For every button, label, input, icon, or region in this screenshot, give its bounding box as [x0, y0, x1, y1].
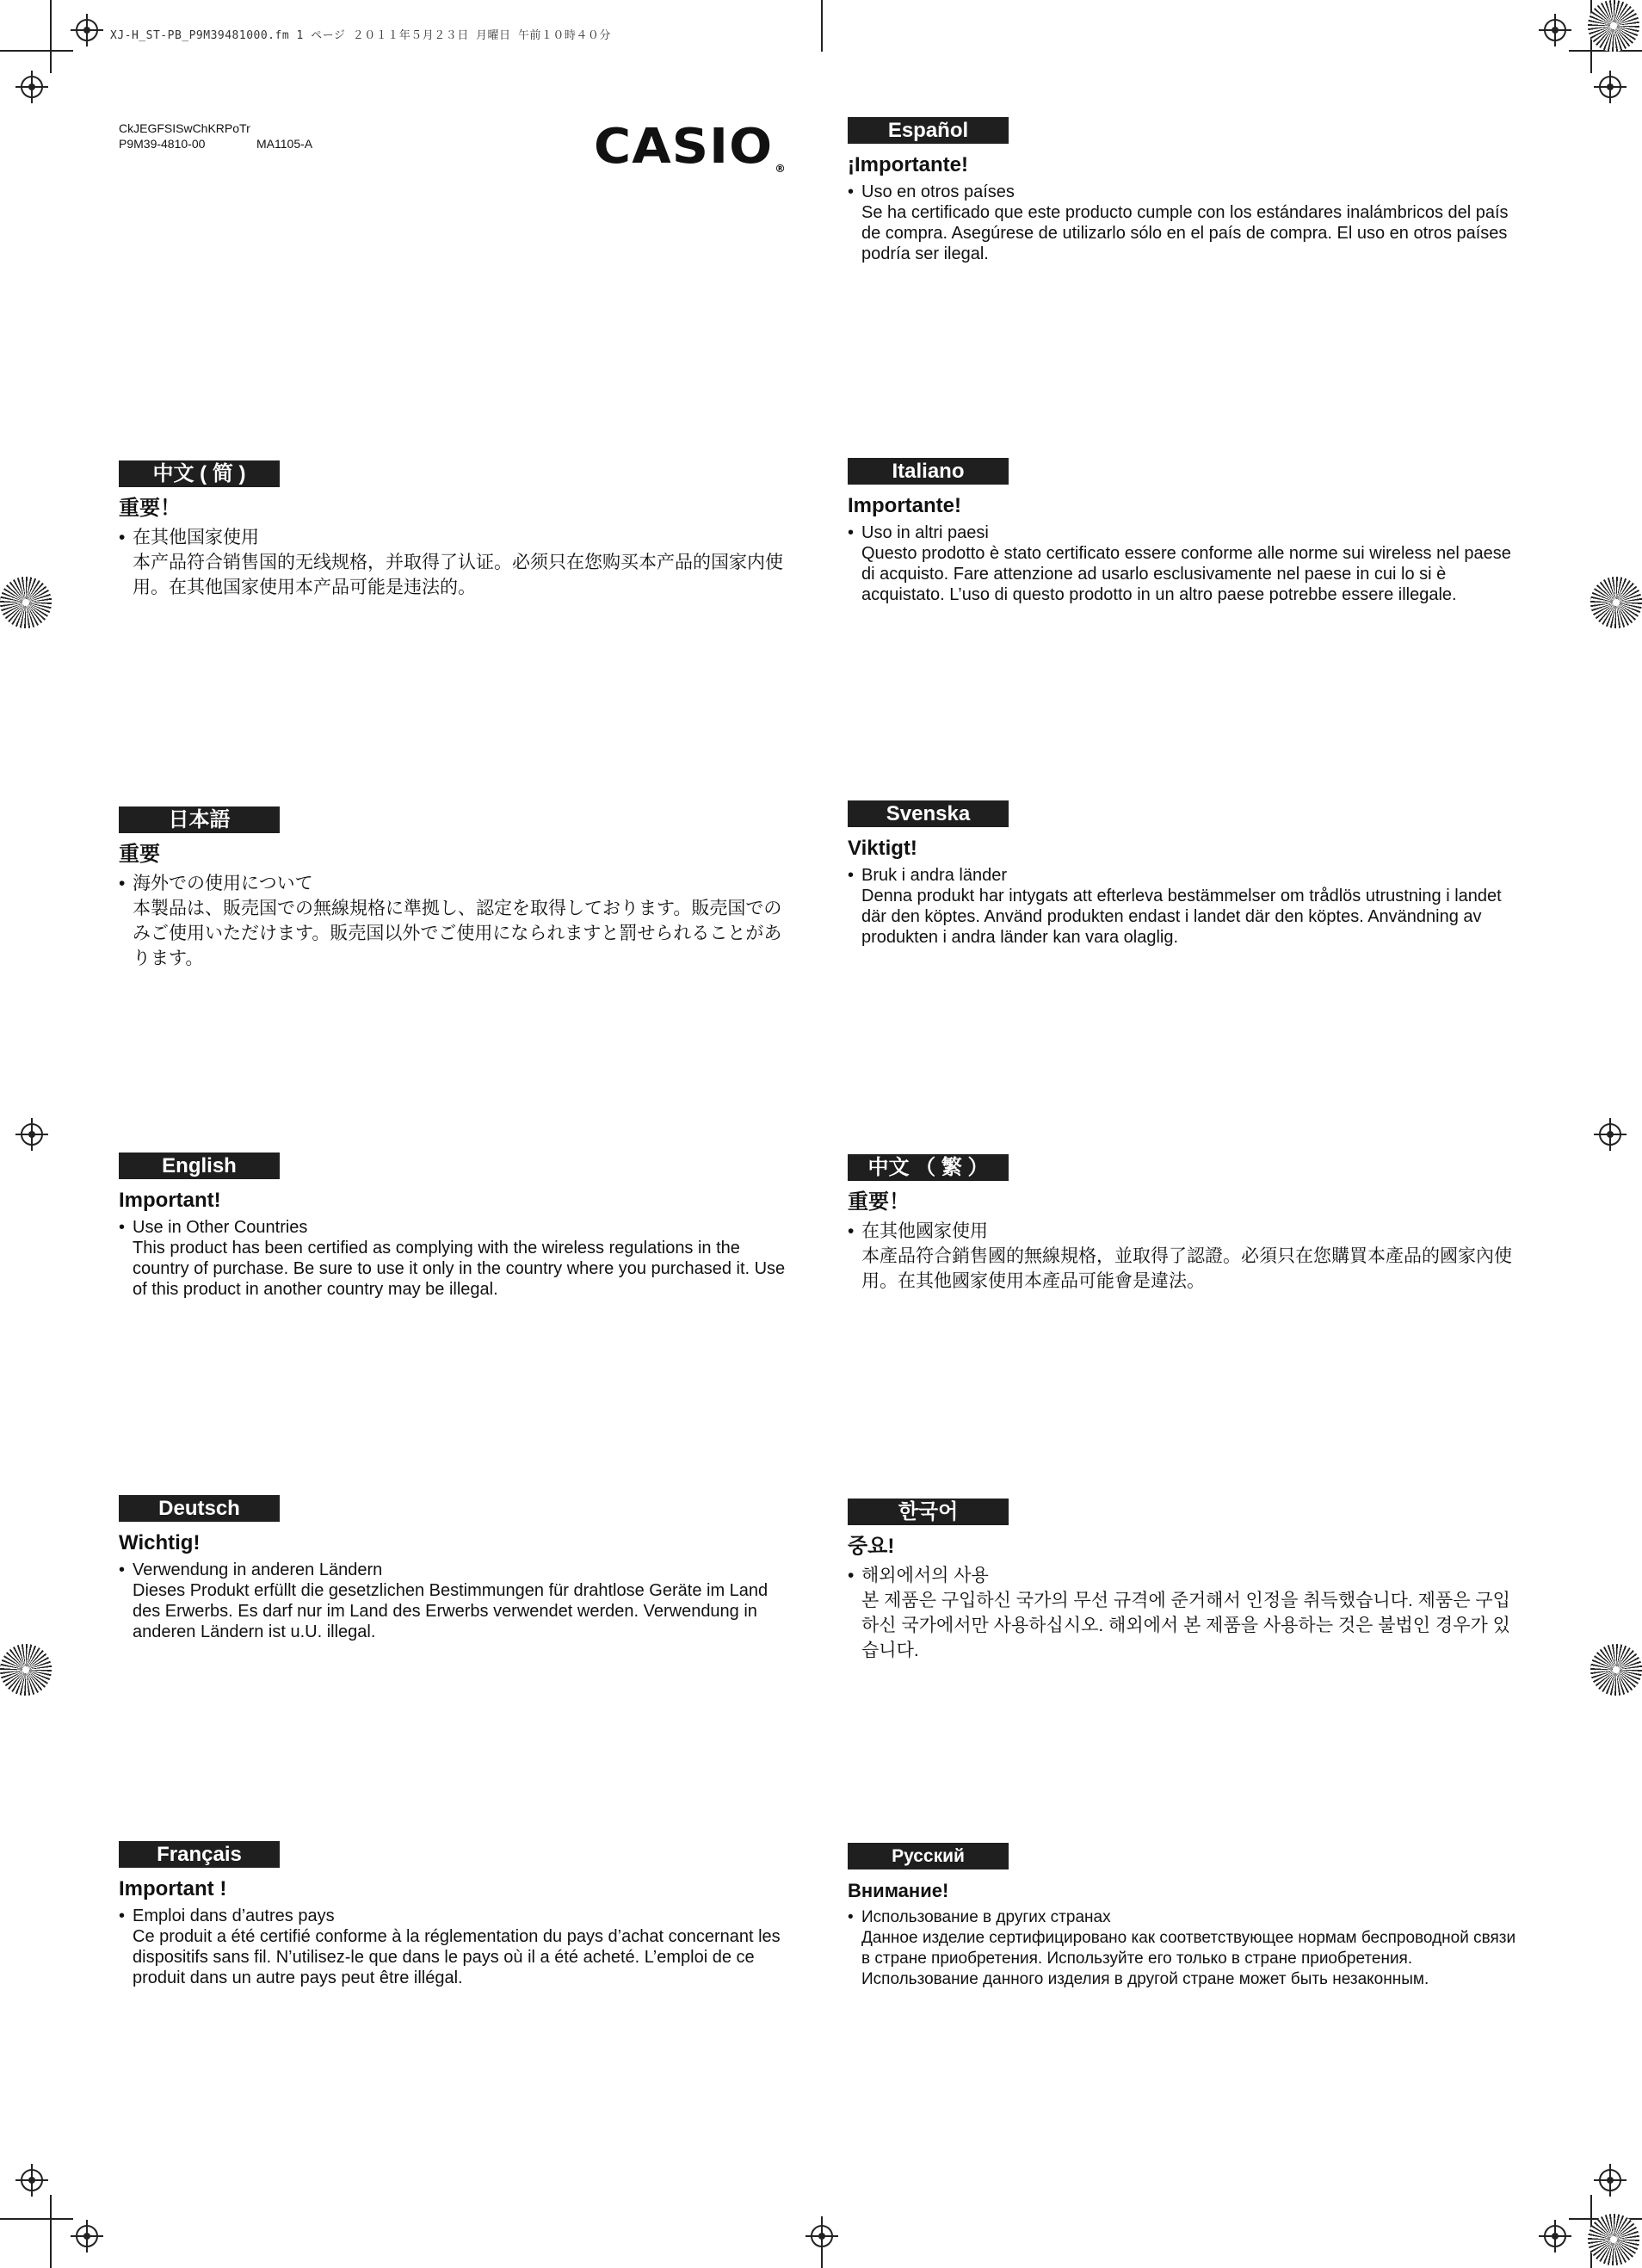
- registration-mark-icon: [811, 2225, 833, 2247]
- bullet-item: [848, 182, 1528, 202]
- section-body: Dieses Produkt erfüllt die gesetzlichen Bestimmungen für drahtlose Geräte im Land des Erwerbs. Es darf nur im Land des Erwerbs verwendet werden. Verwendung in anderen Ländern ist u.U. illegal.: [133, 1581, 769, 1641]
- section-heading: Important !: [119, 1877, 227, 1900]
- crop-line: [0, 50, 73, 52]
- crop-line: [50, 2195, 52, 2268]
- bullet-dot: •: [848, 182, 855, 201]
- section-english: [119, 1153, 790, 1300]
- registration-mark-icon: [21, 1123, 43, 1146]
- language-tag: Español: [848, 117, 1009, 144]
- bullet-label: Uso en otros países: [861, 182, 1015, 201]
- logo-text: CASIO: [594, 119, 774, 175]
- language-tag: Русский: [848, 1843, 1009, 1869]
- bullet-dot: •: [848, 523, 855, 542]
- section-body: 本产品符合销售国的无线规格，并取得了认证。必须只在您购买本产品的国家内使用。在其他国家使用本产品可能是违法的。: [133, 553, 783, 597]
- bullet-dot: •: [848, 1908, 854, 1926]
- bullet-label: Emploi dans d’autres pays: [133, 1906, 335, 1925]
- language-tag: Deutsch: [119, 1495, 280, 1522]
- section-russian: [848, 1843, 1528, 1990]
- registered-mark: ®: [775, 163, 787, 175]
- bullet-item: [848, 1907, 1528, 1928]
- registration-mark-icon: [1599, 1123, 1621, 1146]
- language-tag: 中文 （ 繁 ）: [848, 1154, 1009, 1181]
- section-body: Ce produit a été certifié conforme à la réglementation du pays d’achat concernant les dispositifs sans fil. N’utilisez-le que dans le pays où il a été acheté. L’emploi de ce produit dans un autre pays peut être illégal.: [133, 1927, 781, 1987]
- section-body: Questo prodotto è stato certificato essere conforme alle norme sui wireless nel paese di acquisto. Fare attenzione ad usarlo esclusivamente nel paese in cui lo si è acquistato. L’uso di questo prodotto in un altro paese potrebbe essere illegale.: [861, 544, 1511, 604]
- section-italian: [848, 458, 1528, 605]
- registration-mark-icon: [76, 2225, 98, 2247]
- bullet-label: Bruk i andra länder: [861, 866, 1007, 885]
- bullet-item: [119, 1560, 790, 1580]
- language-tag: 中文 ( 简 ): [119, 460, 280, 487]
- bullet-dot: •: [119, 1560, 126, 1579]
- color-target-icon: [1588, 2214, 1639, 2265]
- section-body: Данное изделие сертифицировано как соответствующее нормам беспроводной связи в стране приобретения. Используйте его только в стране приобретения. Использование данного изделия в другой стране может быть незаконным.: [861, 1929, 1516, 1988]
- crop-line: [0, 2218, 73, 2220]
- section-heading: 重要！: [848, 1190, 910, 1214]
- color-target-icon: [1590, 1644, 1642, 1696]
- crop-line: [50, 0, 52, 73]
- section-swedish: [848, 800, 1528, 948]
- registration-mark-icon: [21, 76, 43, 98]
- section-chinese-simplified: [119, 460, 790, 600]
- section-heading: Viktigt!: [848, 837, 917, 860]
- bullet-item: [119, 525, 790, 550]
- section-heading: 重要！: [119, 497, 181, 520]
- color-target-icon: [1590, 577, 1642, 628]
- language-tag: Italiano: [848, 458, 1009, 485]
- doc-code-model: MA1105-A: [256, 137, 313, 151]
- section-heading: 重要: [119, 843, 160, 866]
- section-body: This product has been certified as complying with the wireless regulations in the country of purchase. Be sure to use it only in the country where you purchased it. Use of this product in another country may be illegal.: [133, 1239, 786, 1299]
- bullet-label: Verwendung in anderen Ländern: [133, 1560, 383, 1579]
- color-target-icon: [0, 1644, 52, 1696]
- bullet-label: 海外での使用について: [133, 874, 313, 893]
- registration-mark-icon: [76, 19, 98, 41]
- bullet-item: [119, 1906, 790, 1926]
- bullet-item: [848, 522, 1528, 543]
- casio-logo: [594, 119, 787, 175]
- bullet-dot: •: [119, 1218, 126, 1237]
- bullet-label: 在其他國家使用: [861, 1221, 988, 1241]
- language-tag: English: [119, 1153, 280, 1179]
- bullet-dot: •: [848, 866, 855, 885]
- color-target-icon: [1588, 0, 1639, 52]
- registration-mark-icon: [1599, 76, 1621, 98]
- bullet-item: [119, 871, 790, 896]
- registration-mark-icon: [1544, 2225, 1566, 2247]
- bullet-label: Использование в других странах: [861, 1908, 1111, 1926]
- bullet-dot: •: [119, 874, 126, 893]
- registration-mark-icon: [1599, 2169, 1621, 2191]
- section-heading: Внимание!: [848, 1880, 949, 1901]
- registration-mark-icon: [1544, 19, 1566, 41]
- section-spanish: [848, 117, 1528, 264]
- section-body: Denna produkt har intygats att efterleva bestämmelser om trådlös utrustning i landet där den köptes. Använd produkten endast i landet där den köptes. Användning av produkten i andra länder kan vara olaglig.: [861, 887, 1502, 947]
- bullet-label: Uso in altri paesi: [861, 523, 989, 542]
- section-heading: Wichtig!: [119, 1531, 201, 1554]
- bullet-label: 해외에서의 사용: [861, 1566, 989, 1585]
- crop-line: [821, 0, 823, 52]
- section-chinese-traditional: [848, 1154, 1528, 1294]
- bullet-item: [848, 1219, 1528, 1244]
- language-tag: Français: [119, 1841, 280, 1868]
- bullet-dot: •: [848, 1221, 855, 1241]
- bullet-item: [848, 1563, 1528, 1588]
- language-tag: Svenska: [848, 800, 1009, 827]
- registration-mark-icon: [21, 2169, 43, 2191]
- bullet-dot: •: [848, 1566, 855, 1585]
- bullet-item: [848, 865, 1528, 886]
- file-info-line: XJ-H_ST-PB_P9M39481000.fm 1 ページ ２０１１年５月２３日 月曜日 午前１０時４０分: [110, 29, 611, 42]
- section-heading: Important!: [119, 1189, 221, 1212]
- section-body: 本產品符合銷售國的無線規格，並取得了認證。必須只在您購買本產品的國家內使用。在其他國家使用本產品可能會是違法。: [861, 1246, 1512, 1291]
- section-german: [119, 1495, 790, 1642]
- bullet-dot: •: [119, 1906, 126, 1925]
- bullet-item: [119, 1217, 790, 1238]
- section-french: [119, 1841, 790, 1988]
- doc-code-primary: CkJEGFSISwChKRPoTr: [119, 121, 250, 135]
- bullet-dot: •: [119, 528, 126, 547]
- bullet-label: 在其他国家使用: [133, 528, 259, 547]
- color-target-icon: [0, 577, 52, 628]
- section-korean: [848, 1499, 1528, 1663]
- doc-code-part-number: P9M39-4810-00: [119, 137, 206, 151]
- bullet-label: Use in Other Countries: [133, 1218, 308, 1237]
- section-body: 본 제품은 구입하신 국가의 무선 규격에 준거해서 인정을 취득했습니다. 제품은 구입하신 국가에서만 사용하십시오. 해외에서 본 제품을 사용하는 것은 불법인 경우가 있습니다.: [861, 1591, 1510, 1660]
- section-body: Se ha certificado que este producto cumple con los estándares inalámbricos del país de compra. Asegúrese de utilizarlo sólo en el país de compra. El uso en otros países podría ser ilegal.: [861, 203, 1509, 263]
- language-tag: 日本語: [119, 806, 280, 833]
- section-japanese: [119, 806, 790, 971]
- section-heading: Importante!: [848, 494, 961, 517]
- section-body: 本製品は、販売国での無線規格に準拠し、認定を取得しております。販売国でのみご使用いただけます。販売国以外でご使用になられますと罰せられることがあります。: [133, 899, 782, 968]
- language-tag: 한국어: [848, 1499, 1009, 1525]
- section-heading: ¡Importante!: [848, 153, 968, 176]
- section-heading: 중요!: [848, 1535, 895, 1558]
